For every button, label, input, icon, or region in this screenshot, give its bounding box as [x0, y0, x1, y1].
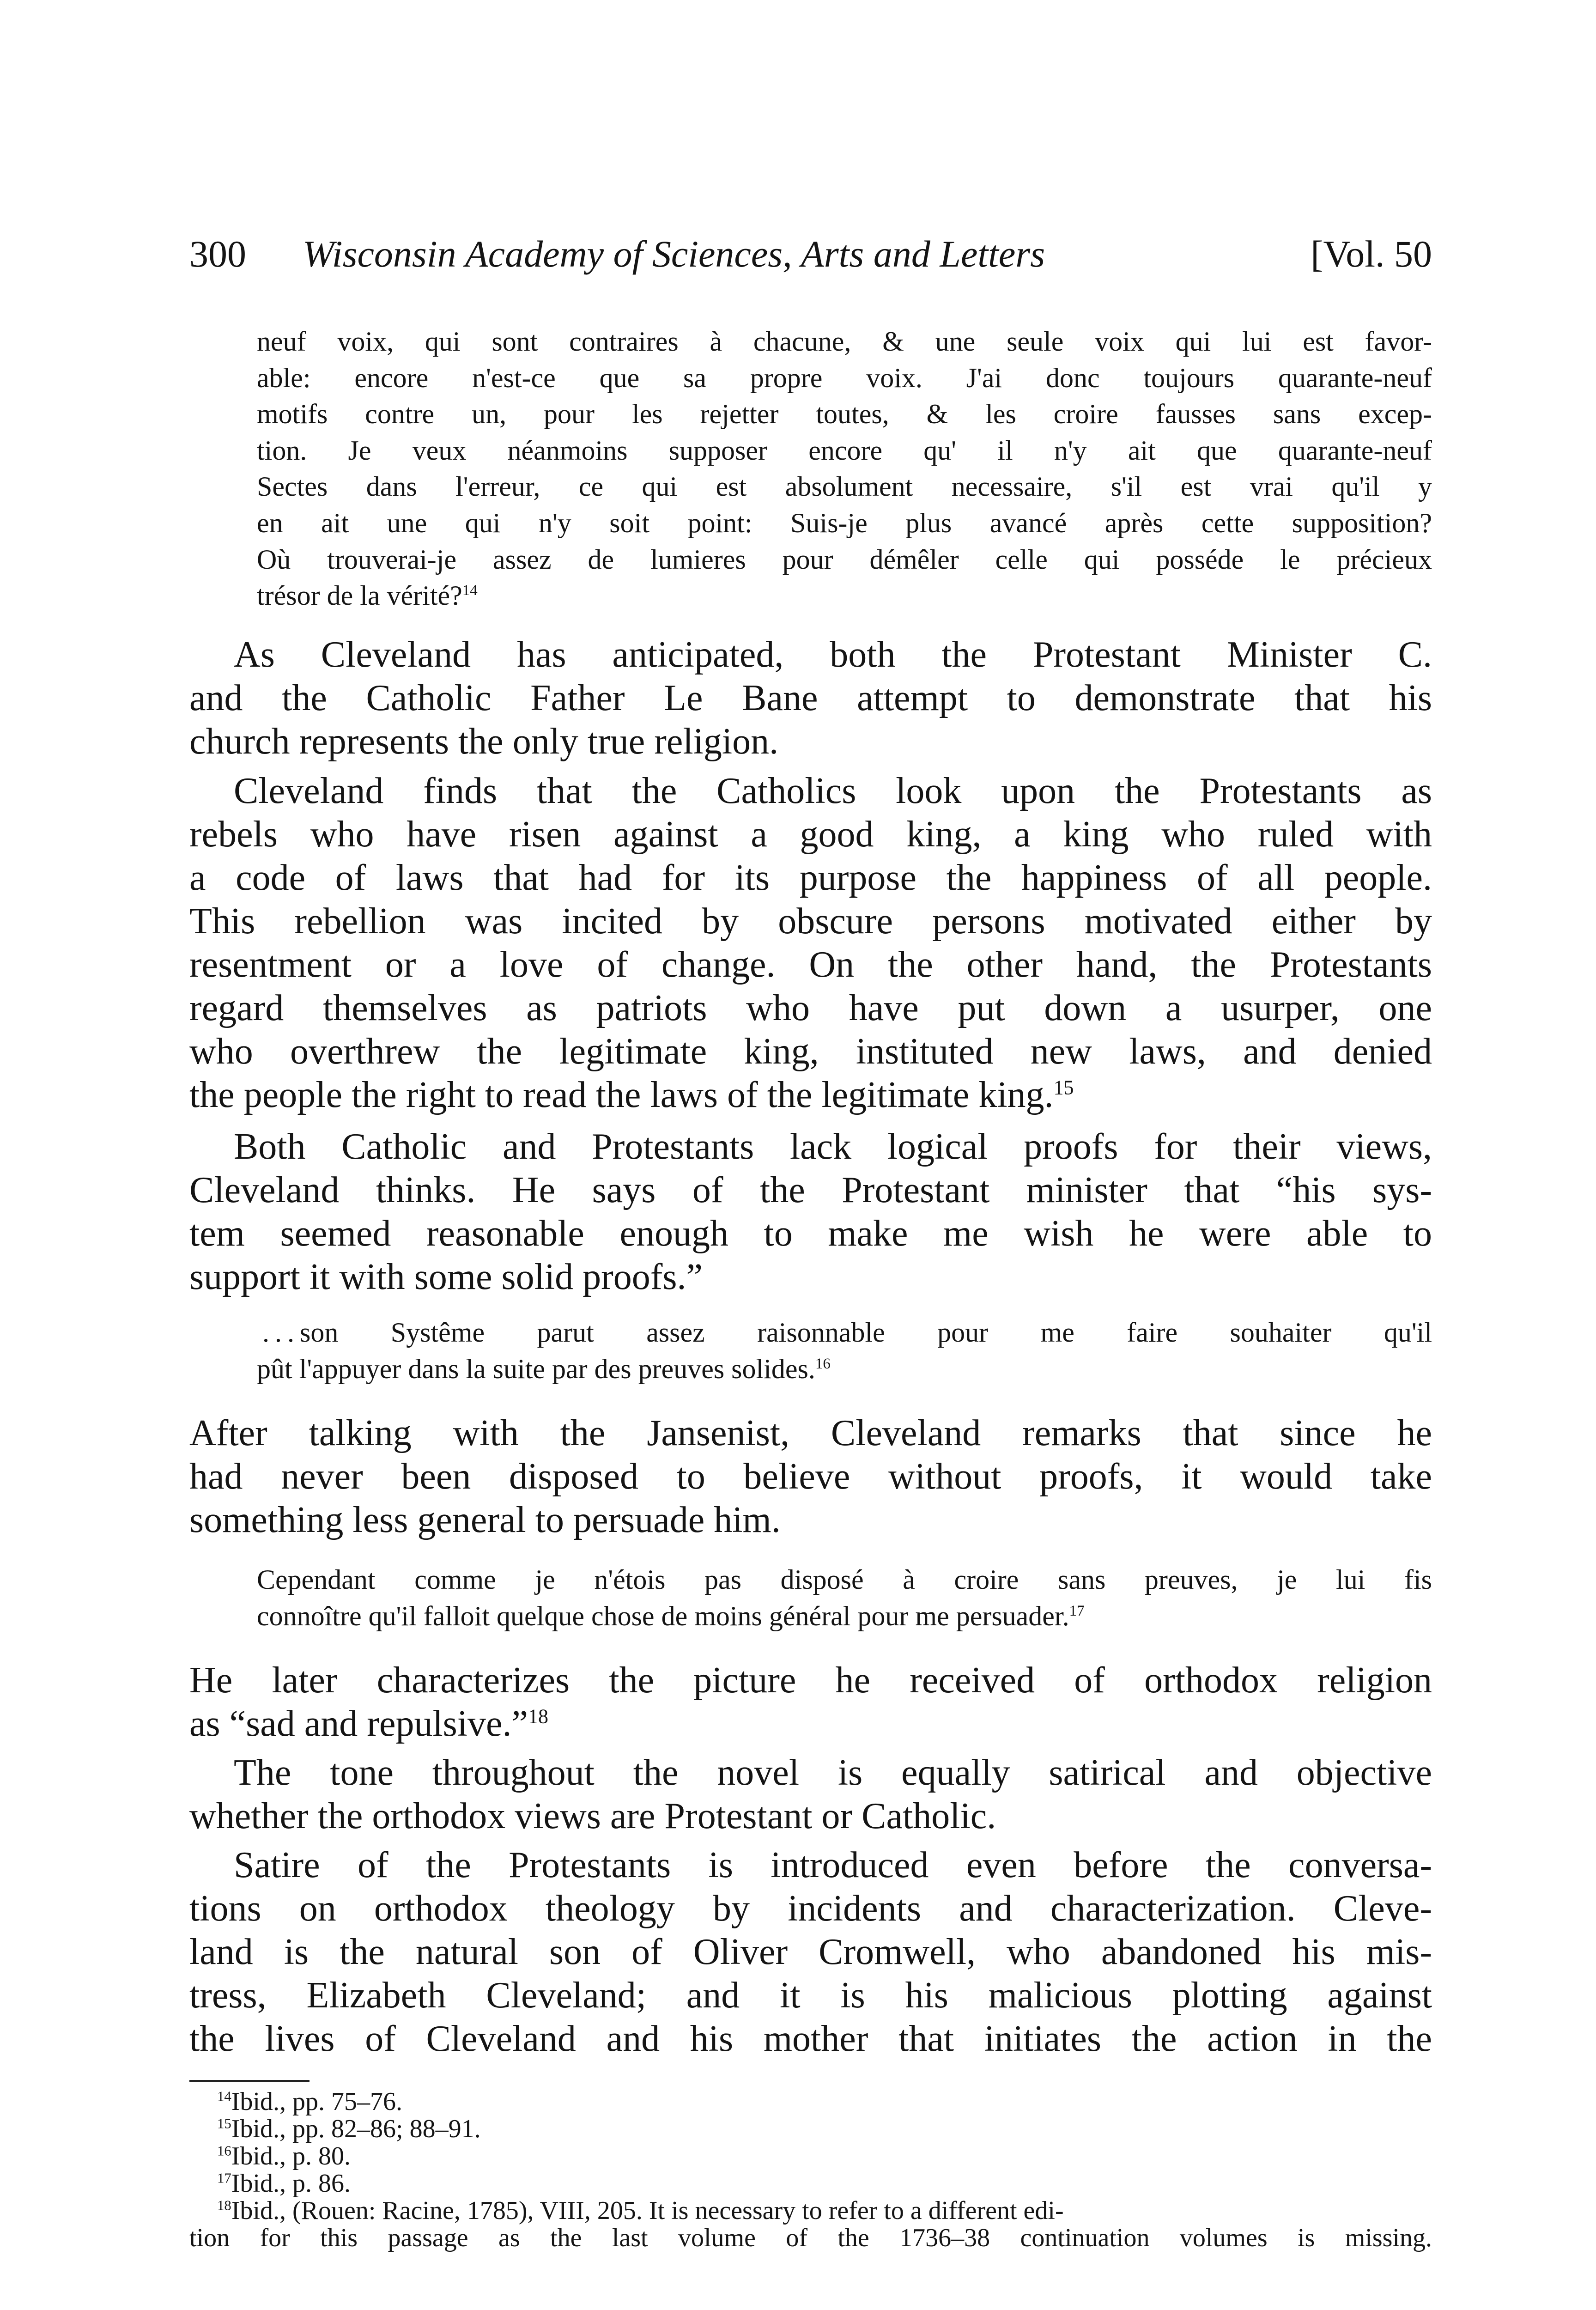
- quote-line: . . . son Systême parut assez raisonnable pour me faire souhaiter qu'il: [257, 1317, 1432, 1348]
- text-line: who overthrew the legitimate king, instituted new laws, and denied: [189, 1031, 1432, 1072]
- footnote-number: 17: [217, 2170, 231, 2186]
- footnote-ref: 18: [528, 1705, 549, 1728]
- block-quote-2: [257, 1314, 1432, 1387]
- paragraph-text: [189, 769, 1432, 1117]
- line-text: the people the right to read the laws of the legitimate king.: [189, 1075, 1054, 1115]
- text-line: something less general to persuade him.: [189, 1500, 781, 1540]
- footnote-ref: 17: [1069, 1602, 1085, 1619]
- footnote: [217, 2170, 1432, 2197]
- paragraph-text: [189, 633, 1432, 763]
- page-number: 300: [189, 233, 246, 275]
- paragraph-3: [189, 1125, 1432, 1299]
- text-line: [189, 1073, 1432, 1117]
- text-line: support it with some solid proofs.”: [189, 1257, 703, 1297]
- footnote: [217, 2088, 1432, 2115]
- text-line: resentment or a love of change. On the other hand, the Protestants: [189, 944, 1432, 985]
- footnote-text: Ibid., pp. 75–76.: [231, 2087, 403, 2116]
- quote-line: Sectes dans l'erreur, ce qui est absolument necessaire, s'il est vrai qu'il y: [257, 471, 1432, 502]
- footnote: [217, 2115, 1432, 2143]
- quote-line: en ait une qui n'y soit point: Suis-je plus avancé après cette supposition?: [257, 507, 1432, 538]
- paragraph-1: [189, 633, 1432, 763]
- text-line: tem seemed reasonable enough to make me wish he were able to: [189, 1213, 1432, 1254]
- text-line: tions on orthodox theology by incidents and characterization. Cleve-: [189, 1888, 1432, 1929]
- footnote-text: Ibid., (Rouen: Racine, 1785), VIII, 205. It is necessary to refer to a different edi-: [231, 2196, 1064, 2225]
- text-line: had never been disposed to believe without proofs, it would take: [189, 1456, 1432, 1497]
- quote-line: Cependant comme je n'étois pas disposé à croire sans preuves, je lui fis: [257, 1564, 1432, 1595]
- journal-title: Wisconsin Academy of Sciences, Arts and Letters: [303, 233, 1045, 275]
- quote-line: tion. Je veux néanmoins supposer encore qu' il n'y ait que quarante-neuf: [257, 435, 1432, 466]
- paragraph-text: [189, 1125, 1432, 1299]
- quote-text: pût l'appuyer dans la suite par des preuves solides.: [257, 1353, 815, 1384]
- footnote-divider: [189, 2080, 309, 2082]
- quote-last-line: [257, 578, 1432, 614]
- quote-line: motifs contre un, pour les rejetter toutes, & les croire fausses sans excep-: [257, 399, 1432, 430]
- paragraph-4: [189, 1411, 1432, 1542]
- text-line: the lives of Cleveland and his mother that initiates the action in the: [189, 2018, 1432, 2059]
- footnote-ref: 16: [815, 1355, 831, 1372]
- text-line: land is the natural son of Oliver Cromwell, who abandoned his mis-: [189, 1932, 1432, 1972]
- paragraph-7: [189, 1843, 1432, 2061]
- quote-line: Où trouverai-je assez de lumieres pour démêler celle qui posséde le précieux: [257, 544, 1432, 575]
- footnote-number: 15: [217, 2115, 231, 2132]
- footnote-text: Ibid., p. 80.: [231, 2142, 351, 2170]
- footnote-text: Ibid., pp. 82–86; 88–91.: [231, 2115, 481, 2143]
- footnote-ref: 14: [462, 582, 478, 599]
- text-line: tress, Elizabeth Cleveland; and it is his malicious plotting against: [189, 1975, 1432, 2016]
- text-line: Cleveland thinks. He says of the Protestant minister that “his sys-: [189, 1170, 1432, 1210]
- text-line: whether the orthodox views are Protestant or Catholic.: [189, 1796, 996, 1836]
- quote-line: neuf voix, qui sont contraires à chacune, & une seule voix qui lui est favor-: [257, 326, 1432, 357]
- text-line: [189, 1702, 1432, 1745]
- quote-text: trésor de la vérité?: [257, 580, 462, 611]
- paragraph-2: [189, 769, 1432, 1117]
- running-header: [189, 226, 1432, 291]
- paragraph-5: [189, 1659, 1432, 1745]
- footnote-number: 18: [217, 2197, 231, 2213]
- paragraph-text: [189, 1659, 1432, 1745]
- paragraph-text: [189, 1411, 1432, 1542]
- footnote-number: 16: [217, 2143, 231, 2159]
- text-line: As Cleveland has anticipated, both the Protestant Minister C.: [234, 634, 1432, 675]
- text-line: regard themselves as patriots who have put down a usurper, one: [189, 988, 1432, 1028]
- quote-text: connoître qu'il falloit quelque chose de moins général pour me persuader.: [257, 1600, 1069, 1631]
- footnote-number: 14: [217, 2088, 231, 2104]
- footnote: [217, 2197, 1432, 2225]
- paragraph-text: [189, 1843, 1432, 2061]
- paragraph-text: [189, 1751, 1432, 1838]
- paragraph-6: [189, 1751, 1432, 1838]
- text-line: Satire of the Protestants is introduced even before the conversa-: [234, 1845, 1432, 1885]
- quote-line: able: encore n'est-ce que sa propre voix. J'ai donc toujours quarante-neuf: [257, 362, 1432, 393]
- block-quote-1: [257, 323, 1432, 614]
- line-text: as “sad and repulsive.”: [189, 1703, 528, 1744]
- text-line: and the Catholic Father Le Bane attempt to demonstrate that his: [189, 678, 1432, 718]
- quote-last-line: [257, 1351, 1432, 1387]
- text-line: This rebellion was incited by obscure persons motivated either by: [189, 901, 1432, 942]
- footnote-text: Ibid., p. 86.: [231, 2169, 351, 2198]
- text-line: The tone throughout the novel is equally satirical and objective: [234, 1752, 1432, 1793]
- block-quote-3: [257, 1562, 1432, 1634]
- footnote-ref: 15: [1053, 1076, 1074, 1099]
- quote-last-line: [257, 1598, 1432, 1635]
- text-line: church represents the only true religion.: [189, 721, 779, 762]
- footnotes: [189, 2087, 1432, 2252]
- text-line: He later characterizes the picture he received of orthodox religion: [189, 1660, 1432, 1701]
- footnote-continuation: tion for this passage as the last volume of the 1736–38 continuation volumes is missing.: [189, 2224, 1432, 2252]
- text-line: Cleveland finds that the Catholics look upon the Protestants as: [234, 771, 1432, 811]
- text-line: rebels who have risen against a good king, a king who ruled with: [189, 814, 1432, 855]
- footnote: [217, 2143, 1432, 2170]
- volume-label: [Vol. 50: [1311, 233, 1432, 275]
- text-line: a code of laws that had for its purpose the happiness of all people.: [189, 857, 1432, 898]
- text-line: After talking with the Jansenist, Cleveland remarks that since he: [189, 1413, 1432, 1453]
- text-line: Both Catholic and Protestants lack logical proofs for their views,: [234, 1126, 1432, 1167]
